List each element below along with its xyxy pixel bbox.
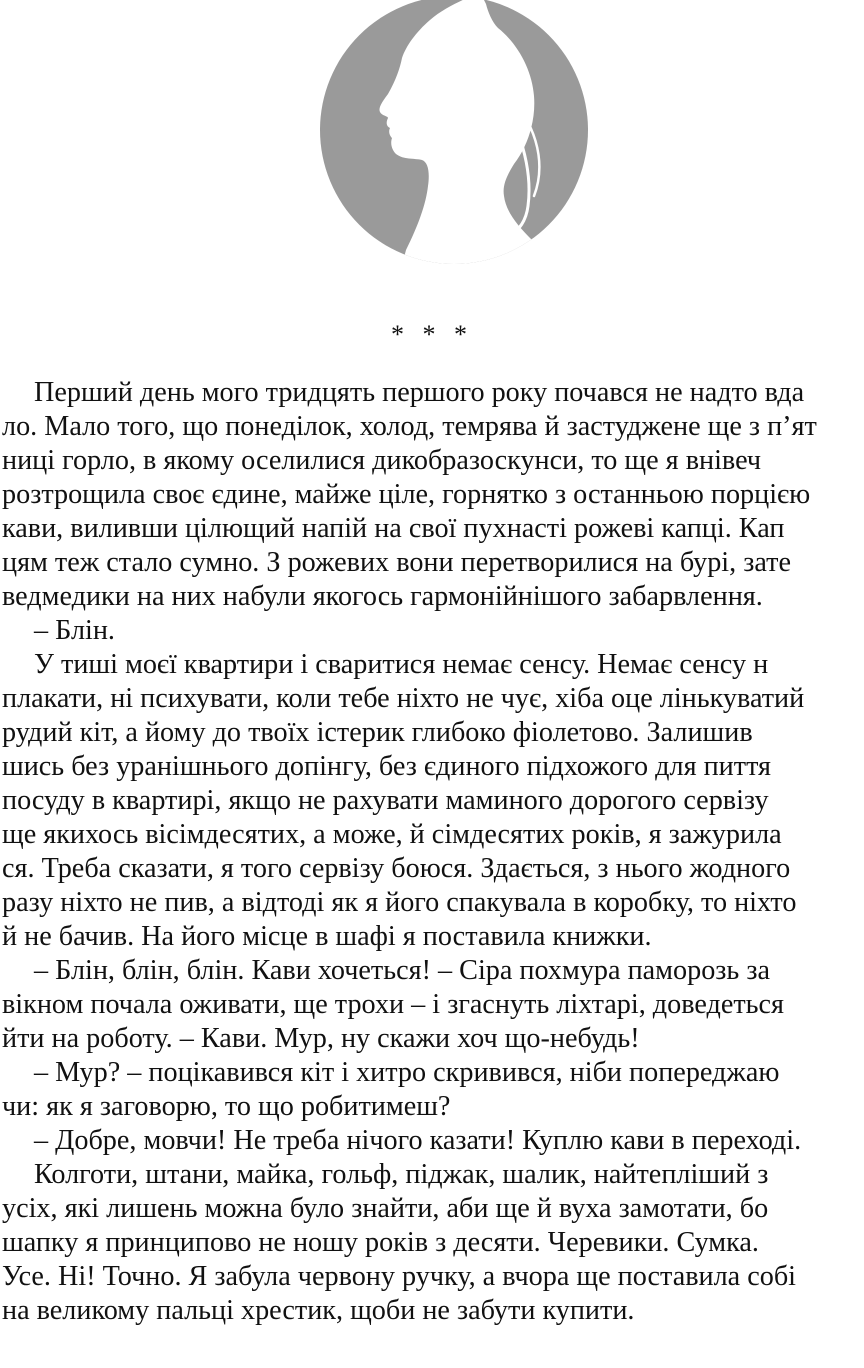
section-divider: * * * <box>391 320 473 349</box>
text-line: У тиші моєї квартири і сваритися немає сенсу. Немає сенсу н <box>34 649 769 680</box>
woman-profile-silhouette-icon <box>318 0 590 272</box>
text-line: Усе. Ні! Точно. Я забула червону ручку, а вчора ще поставила собі <box>2 1261 797 1292</box>
text-line: ниці горло, в якому оселилися дикобразоскунси, то ще я внівеч <box>2 445 762 476</box>
text-line: Перший день мого тридцять першого року почався не надто вда <box>34 377 805 408</box>
text-line: ведмедики на них набули якогось гармонійнішого забарвлення. <box>2 581 763 612</box>
text-line: усіх, які лишень можна було знайти, аби ще й вуха замотати, бо <box>2 1193 769 1224</box>
text-line: ще якихось вісімдесятих, а може, й сімдесятих років, я зажурила <box>2 819 782 850</box>
text-line: – Блін. <box>34 615 115 646</box>
text-line: – Блін, блін, блін. Кави хочеться! – Сіра похмура паморозь за <box>34 955 770 986</box>
text-line: – Мур? – поцікавився кіт і хитро скривився, ніби попереджаю <box>34 1057 780 1088</box>
text-line: ся. Треба сказати, я того сервізу боюся. Здається, з нього жодного <box>2 853 791 884</box>
text-line: шись без уранішнього допінгу, без єдиного підхожого для пиття <box>2 751 771 782</box>
text-line: – Добре, мовчи! Не треба нічого казати! Куплю кави в переході. <box>34 1125 802 1156</box>
text-line: розтрощила своє єдине, майже ціле, горнятко з останньою порцією <box>2 479 811 510</box>
text-line: разу ніхто не пив, а відтоді як я його спакувала в коробку, то ніхто <box>2 887 797 918</box>
text-line: плакати, ні психувати, коли тебе ніхто не чує, хіба оце лінькуватий <box>2 683 805 714</box>
text-line: кави, виливши цілющий напій на свої пухнасті рожеві капці. Кап <box>2 513 785 544</box>
text-line: цям теж стало сумно. З рожевих вони перетворилися на бурі, зате <box>2 547 791 578</box>
text-line: вікном почала оживати, ще трохи – і згаснуть ліхтарі, доведеться <box>2 989 785 1020</box>
body-text <box>2 376 864 1368</box>
text-line: шапку я принципово не ношу років з десяти. Черевики. Сумка. <box>2 1227 759 1258</box>
text-line: на великому пальці хрестик, щоби не забути купити. <box>2 1295 635 1326</box>
text-line: Колготи, штани, майка, гольф, піджак, шалик, найтепліший з <box>34 1159 769 1190</box>
text-line: рудий кіт, а йому до твоїх істерик глибоко фіолетово. Залишив <box>2 717 753 748</box>
text-line: посуду в квартирі, якщо не рахувати маминого дорогого сервізу <box>2 785 769 816</box>
text-line: й не бачив. На його місце в шафі я поставила книжки. <box>2 921 652 952</box>
text-line: йти на роботу. – Кави. Мур, ну скажи хоч що-небудь! <box>2 1023 640 1054</box>
text-line: чи: як я заговорю, то що робитимеш? <box>2 1091 451 1122</box>
text-line: ло. Мало того, що понеділок, холод, темрява й застуджене ще з п’ят <box>2 411 817 442</box>
